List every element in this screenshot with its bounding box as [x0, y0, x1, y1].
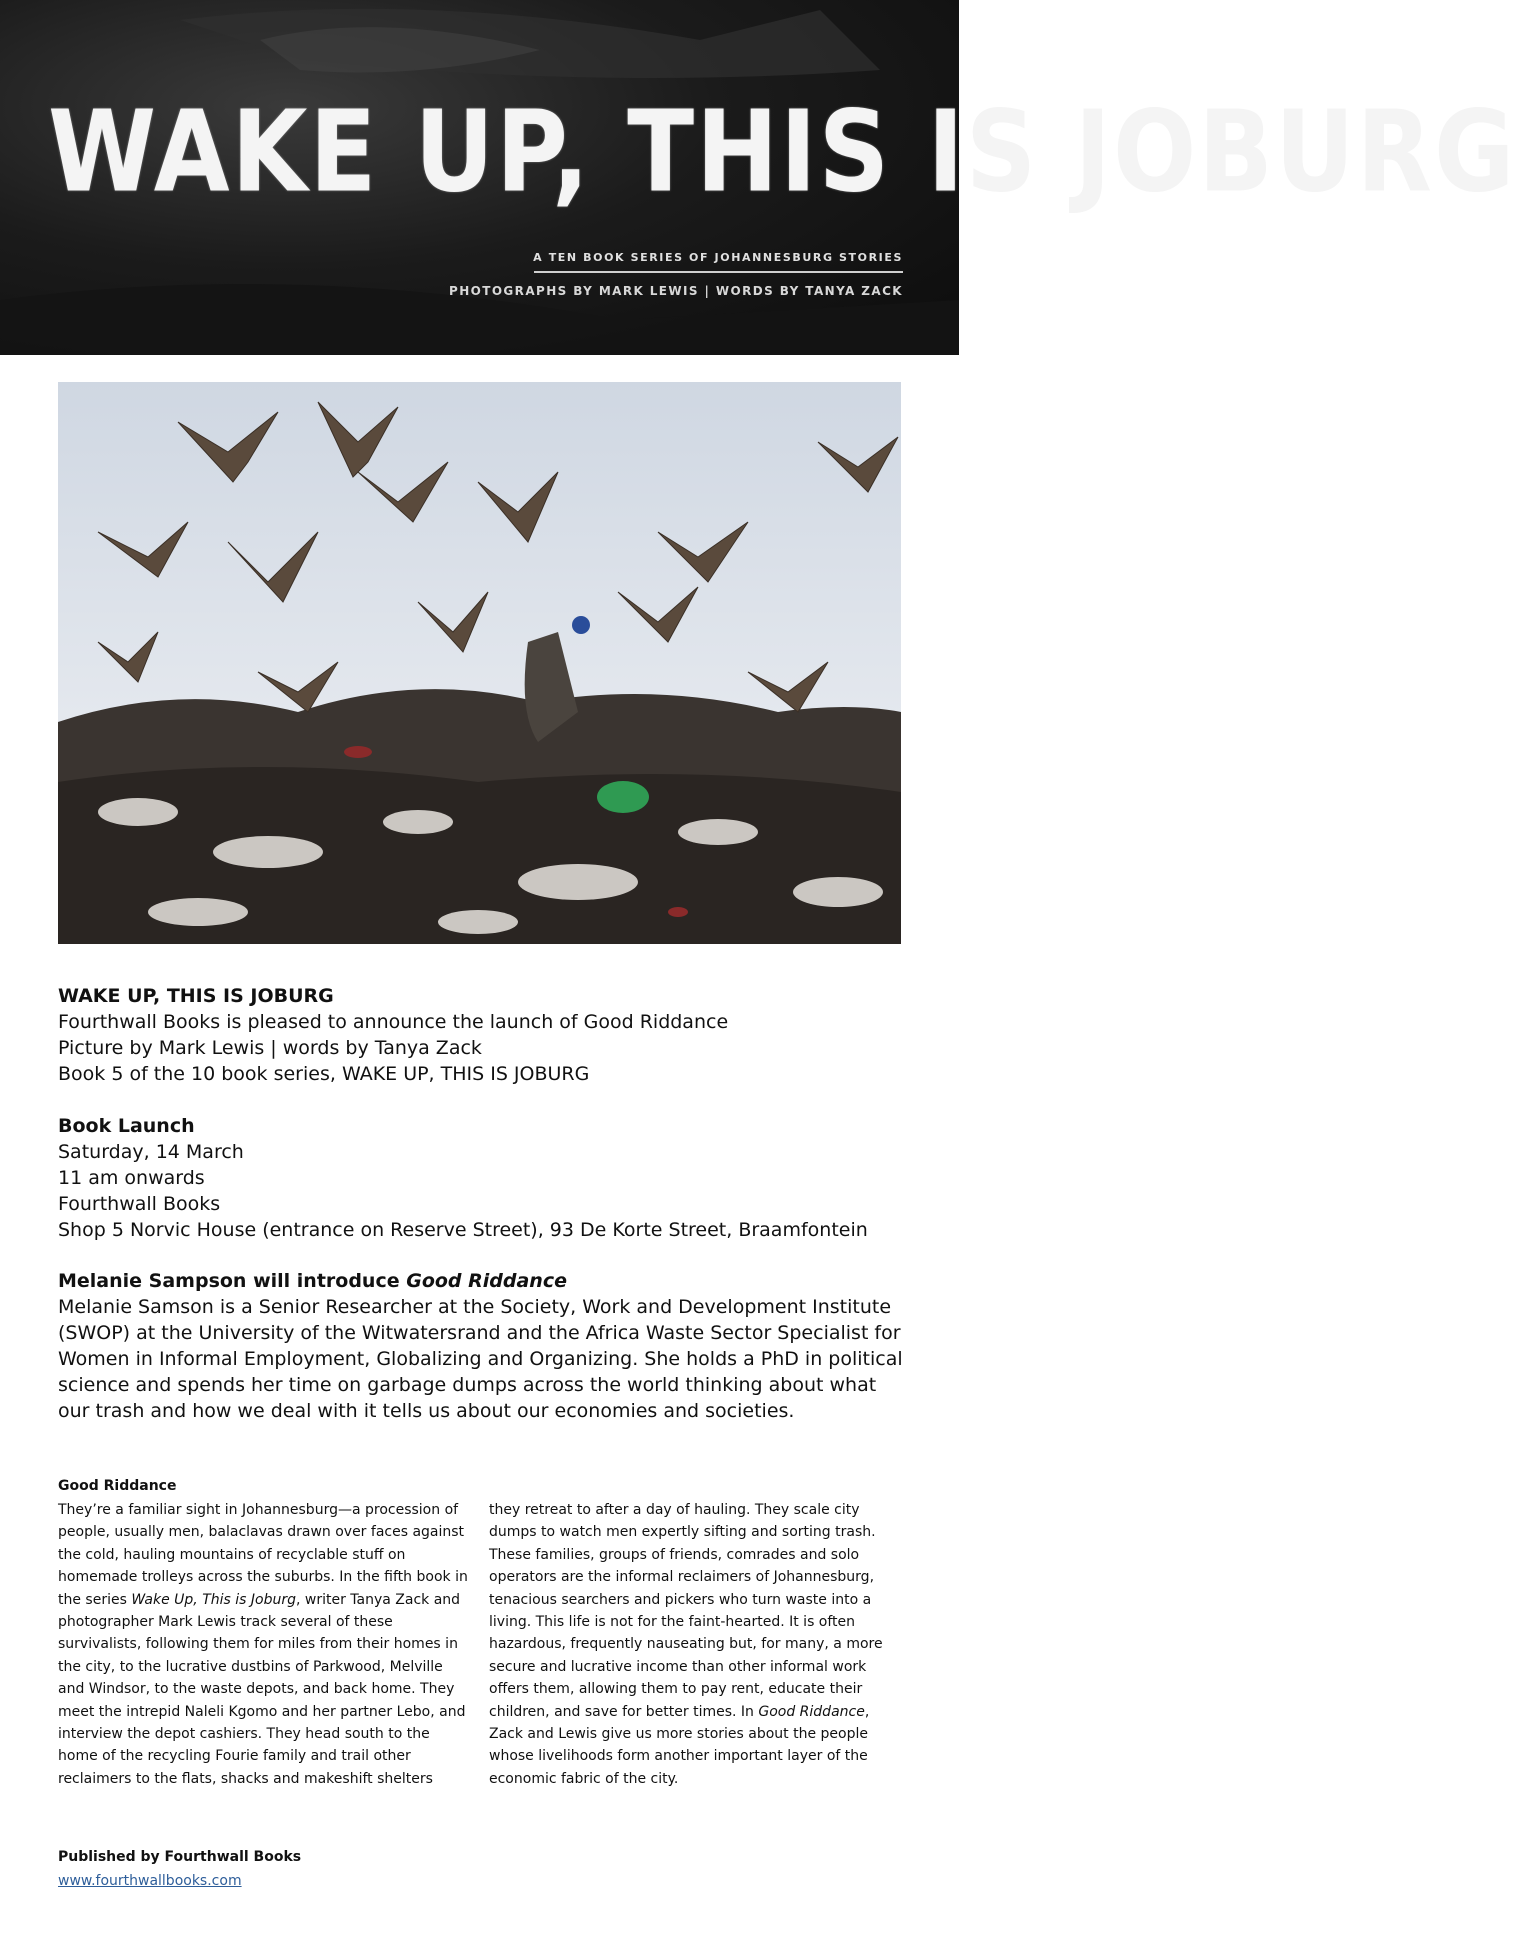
announcement-line-1: Fourthwall Books is pleased to announce the launch of Good Riddance — [58, 1011, 729, 1033]
banner-title: WAKE UP, THIS IS JOBURG — [48, 86, 1516, 218]
landfill-photo — [58, 382, 901, 944]
launch-time: 11 am onwards — [58, 1167, 205, 1189]
launch-date: Saturday, 14 March — [58, 1141, 244, 1163]
book-description-column-1 — [58, 1499, 473, 1790]
publisher-website-link[interactable]: www.fourthwallbooks.com — [58, 1873, 242, 1889]
publisher-label: Published by Fourthwall Books — [58, 1849, 302, 1865]
announcement-heading: WAKE UP, THIS IS JOBURG — [58, 985, 334, 1007]
speaker-heading — [58, 1270, 567, 1292]
announcement-line-2: Picture by Mark Lewis | words by Tanya Zack — [58, 1037, 482, 1059]
banner-divider — [534, 271, 903, 273]
launch-block — [58, 1113, 918, 1243]
announcement-block — [58, 983, 918, 1087]
book-description-column-2 — [489, 1499, 901, 1790]
speaker-bio: Melanie Samson is a Senior Researcher at the Society, Work and Development Institute (SWOP) at the University of the Witwatersrand and the Africa Waste Sector Specialist for Women in Informal Employment, Globalizing and Organizing. She holds a PhD in political science and spends her time on garbage dumps across the world thinking about what our trash and how we deal with it tells us about our economies and societies. — [58, 1296, 903, 1422]
launch-heading: Book Launch — [58, 1115, 195, 1137]
banner-series-label: A TEN BOOK SERIES OF JOHANNESBURG STORIES — [533, 251, 903, 264]
speaker-heading-book-title: Good Riddance — [406, 1270, 567, 1292]
announcement-line-3: Book 5 of the 10 book series, WAKE UP, THIS IS JOBURG — [58, 1063, 590, 1085]
launch-address: Shop 5 Norvic House (entrance on Reserve Street), 93 De Korte Street, Braamfontein — [58, 1219, 868, 1241]
banner-credits: PHOTOGRAPHS BY MARK LEWIS | WORDS BY TANYA ZACK — [449, 284, 903, 298]
landfill-birds-image — [58, 382, 901, 944]
header-banner — [0, 0, 1516, 355]
speaker-heading-text: Melanie Sampson will introduce — [58, 1270, 407, 1292]
book-col2-text-a: they retreat to after a day of hauling. They scale city dumps to watch men expertly sifting and sorting trash. These families, groups of friends, comrades and solo operators are the informal reclaimers of Johannesburg, tenacious searchers and pickers who turn waste into a living. This life is not for the faint-hearted. It is often hazardous, frequently nauseating but, for many, a more secure and lucrative income than other informal work offers them, allowing them to pay rent, educate their children, and save for better times. In — [489, 1502, 883, 1720]
speaker-block — [58, 1268, 903, 1424]
book-col1-series-title: Wake Up, This is Joburg — [131, 1591, 296, 1608]
book-heading: Good Riddance — [58, 1478, 177, 1494]
launch-venue: Fourthwall Books — [58, 1193, 221, 1215]
book-col2-book-title: Good Riddance — [758, 1703, 865, 1720]
book-col1-text-a: They’re a familiar sight in Johannesburg—a procession of people, usually men, balaclavas drawn over faces against the cold, hauling mountains of recyclable stuff on homemade trolleys across the suburbs. In the fifth book in the series — [58, 1502, 468, 1608]
book-col2-text-b: , Zack and Lewis give us more stories about the people whose livelihoods form another important layer of the economic fabric of the city. — [489, 1703, 870, 1787]
book-col1-text-b: , writer Tanya Zack and photographer Mark Lewis track several of these survivalists, following them for miles from their homes in the city, to the lucrative dustbins of Parkwood, Melville and Windsor, to the waste depots, and back home. They meet the intrepid Naleli Kgomo and her partner Lebo, and interview the depot cashiers. They head south to the home of the recycling Fourie family and trail other reclaimers to the flats, shacks and makeshift shelters — [58, 1591, 466, 1787]
